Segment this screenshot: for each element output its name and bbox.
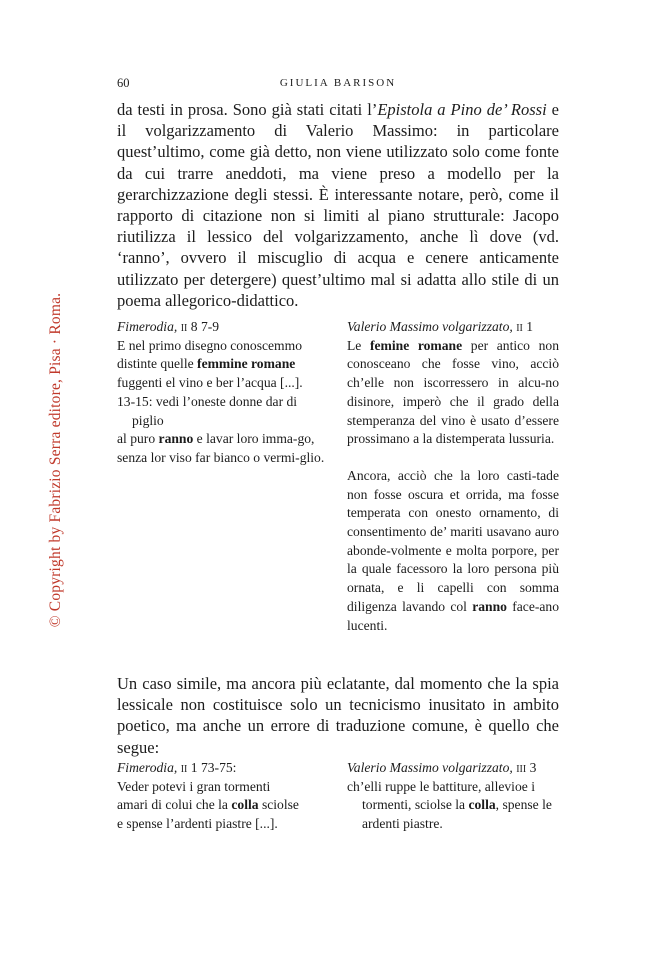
- source-title: Fimerodia,: [117, 760, 178, 775]
- prose-quote: [347, 467, 559, 635]
- quote2-left-column: [117, 759, 329, 834]
- verse-line: [347, 778, 559, 834]
- prose-quote: [347, 337, 559, 449]
- text-run: ch’elli ruppe le battiture, allevioe i tormenti, sciolse la: [347, 778, 535, 813]
- verse-line: [117, 430, 329, 449]
- source-ref: iii 3: [516, 760, 537, 775]
- text-run: Le: [347, 337, 370, 353]
- text-run: e il volgarizzamento di Valerio Massimo: in particolare quest’ultimo, come già detto, non viene utilizzato solo come fonte da cui trarre aneddoti, ma viene preso a modello per la gerarchizzazione degli stessi. È interessante notare, però, come il rapporto di citazione non si limiti al piano strutturale: Jacopo riutilizza il lessico del volgarizzamento, anche lì dove (vd. ‘ranno’, ovvero il miscuglio di acqua e cenere anticamente utilizzato per detergere) quest’ultimo mal si adatta allo stile di un poema allegorico-didattico.: [117, 100, 559, 310]
- quote1-left-column: [117, 318, 329, 468]
- verse-line: fuggenti el vino e ber l’acqua [...].: [117, 375, 303, 391]
- running-head-author: GIULIA BARISON: [279, 77, 397, 89]
- bold-term: colla: [468, 797, 496, 813]
- verse-line: e spense l’ardenti piastre [...].: [117, 816, 278, 832]
- source-ref: ii 1: [516, 319, 534, 334]
- source-ref: ii 8 7-9: [180, 319, 220, 334]
- text-run: e lavar loro imma-go,: [193, 431, 315, 447]
- body-paragraph-2: Un caso simile, ma ancora più eclatante, dal momento che la spia lessicale non costituisce solo un tecnicismo inusitato in ambito poetico, ma anche un errore di traduzione comune, è quello che segue:: [117, 674, 559, 757]
- verse-line: [117, 355, 329, 374]
- text-run: face-ano lucenti.: [347, 598, 560, 633]
- verse-line: 13-15: vedi l’oneste donne dar di piglio: [117, 393, 298, 428]
- bold-term: ranno: [472, 598, 507, 614]
- verse-line: senza lor viso far bianco o vermi-glio.: [117, 449, 325, 465]
- text-run: per antico non conosceano che fosse vino, acciò ch’elle non iscorressero in alcu-no disinore, imperò che il grado della stemperanza del vino è usato d’essere prossimano a la distemperata lussuria.: [347, 337, 559, 447]
- source-title: Fimerodia,: [117, 319, 178, 334]
- source-title: Valerio Massimo volgarizzato,: [347, 319, 513, 334]
- source-title: Valerio Massimo volgarizzato,: [347, 760, 513, 775]
- quote1-right-column: [347, 318, 559, 635]
- verse-line: [117, 796, 329, 815]
- italic-title: Epistola a Pino de’ Rossi: [377, 100, 547, 119]
- bold-term: colla: [231, 797, 259, 813]
- text-run: , spense le ardenti piastre.: [362, 797, 552, 832]
- text-run: amari di colui che la: [117, 797, 232, 813]
- text-run: da testi in prosa. Sono già stati citati l’: [117, 100, 378, 119]
- running-header: [117, 76, 559, 96]
- bold-term: femine romane: [369, 337, 463, 353]
- body-paragraph-1: [117, 99, 559, 311]
- source-ref: ii 1 73-75:: [180, 760, 237, 775]
- text-run: Ancora, acciò che la loro casti-tade non fosse oscura et orrida, ma fosse temperata con onesto ornamento, di consentimento de’ mariti usavano auro abonde-volmente e molta porpore, per la quale facessoro la loro persona più ornata, e li capelli con somma diligenza lavando col: [347, 467, 559, 614]
- copyright-notice: © Copyright by Fabrizio Serra editore, Pisa · Roma.: [47, 292, 64, 628]
- verse-line: E nel primo disegno conoscemmo: [117, 337, 302, 353]
- quote2-right-column: [347, 759, 559, 834]
- page-number: 60: [117, 76, 130, 90]
- bold-term: ranno: [158, 431, 194, 447]
- text-run: sciolse: [258, 797, 299, 813]
- verse-line: Veder potevi i gran tormenti: [117, 778, 271, 794]
- bold-term: femmine romane: [197, 356, 296, 372]
- text-run: distinte quelle: [117, 356, 198, 372]
- text-run: al puro: [117, 431, 159, 447]
